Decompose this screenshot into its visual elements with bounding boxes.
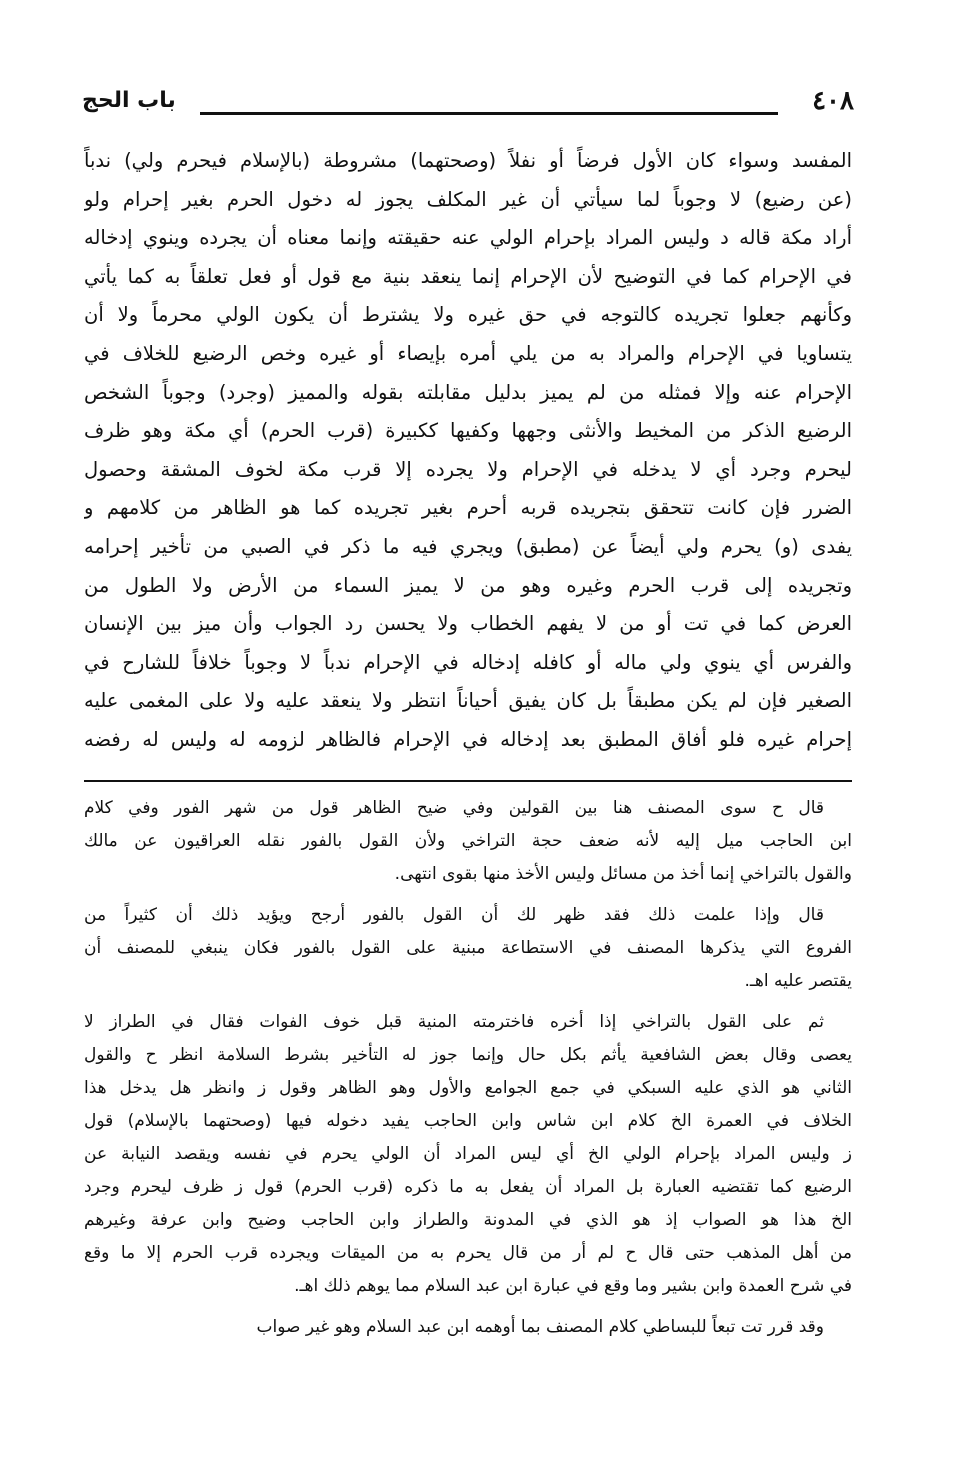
main-text-line: الرضيع الذكر من المخيط والأنثى وجهها وكفيها ككبيرة (قرب الحرم) أي مكة وهو ظرف bbox=[84, 419, 852, 443]
footnote-line: الثاني هو الذي عليه السبكي في جمع الجوامع والأول وهو الظاهر وقول ز وانظر هل يدخل هذا bbox=[84, 1078, 852, 1098]
main-text-line: يفدى (و) يحرم ولي أيضاً عن (مطبق) ويجري فيه ما ذكر في الصبي من تأخير إحرامه bbox=[84, 534, 852, 558]
footnote-line: والقول بالتراخي إنما أخذ من مسائل وليس الأخذ منها بقوى انتهى. bbox=[394, 864, 852, 884]
main-text-line: الصغير فإن لم يكن مطبقاً بل كان يفيق أحياناً انتظر ولا ينعقد عليه ولا على المغمى عليه bbox=[84, 689, 852, 713]
main-text-line: والفرس أي ينوي ولي ماله أو كافله إدخاله في الإحرام ندباً لا وجوباً خلافاً للشارح في bbox=[84, 650, 852, 674]
main-text-line: العرض كما في تت أو من لا يفهم الخطاب ولا يحسن رد الجواب وأن ميز بين الإنسان bbox=[84, 612, 852, 636]
page-number: ٤٠٨ bbox=[812, 86, 854, 116]
main-text-line: ليحرم وجرد أي لا يدخله في الإحرام ولا يجرده إلا قرب مكة لخوف المشقة وحصول bbox=[84, 457, 852, 481]
footnote-line: يعصى وقال بعض الشافعية يأثم بكل حال وإنما جوز له التأخير بشرط السلامة انظر ح والقول bbox=[84, 1045, 852, 1065]
main-text-line: يتساويا في الإحرام والمراد به من يلي أمره بإيصاء أو غيره وخص الرضيع للخلاف في bbox=[84, 341, 852, 365]
main-text-line: في الإحرام كما في التوضيح لأن الإحرام إنما ينعقد بنية مع قول أو فعل تعلقاً به كما يأتي bbox=[84, 264, 852, 288]
footnote-paragraph bbox=[84, 792, 852, 891]
footnote-line: الرضيع كما تقتضيه العبارة بل المراد أن يفعل به ما ذكره (قرب الحرم) قول ز ظرف ليحرم وجرد bbox=[84, 1177, 852, 1197]
footnote-paragraph bbox=[84, 1006, 852, 1303]
footnote-line: من أهل المذهب حتى قال ح لم أر من قال يحرم به من الميقات ويجرده قرب الحرم إلا ما وقع bbox=[84, 1243, 852, 1263]
main-text-line: الإحرام عنه وإلا فمثله من لم يميز بدليل مقابلته بقوله والمميز (وجرد) وجوباً الشخص bbox=[84, 380, 852, 404]
main-text-line: (عن رضيع) لا وجوباً لما سيأتي أن غير المكلف يجوز له دخول الحرم بغير إحرام ولو bbox=[84, 187, 852, 211]
chapter-title: باب الحج bbox=[82, 88, 176, 113]
footnotes-section bbox=[84, 792, 852, 1352]
footnote-line: قال وإذا علمت ذلك فقد ظهر لك أن القول بالفور أرجح ويؤيد ذلك أن كثيراً من bbox=[84, 905, 824, 925]
main-text-line: المفسد وسواء كان الأول فرضاً أو نفلاً (وصحتهما) مشروطة (بالإسلام فيحرم ولي) ندباً bbox=[84, 149, 852, 172]
footnote-paragraph bbox=[84, 899, 852, 998]
footnote-separator bbox=[84, 780, 852, 782]
footnote-line: الخلاف في العمرة الخ كلام ابن شاس وابن الحاجب يفيد دخوله فيها (وصحتهما بالإسلام) قول bbox=[84, 1111, 852, 1131]
footnote-paragraph bbox=[84, 1311, 852, 1344]
footnote-line: الفروع التي يذكرها المصنف في الاستطاعة مبنية على القول بالفور فكان ينبغي للمصنف أن bbox=[84, 938, 852, 958]
page-header bbox=[82, 86, 854, 126]
main-text-line: الضرر فإن كانت تتحقق بتجريده قربه أحرم بغير تجريده كما هو الظاهر من كلامهم و bbox=[84, 496, 852, 520]
main-text-body bbox=[84, 142, 852, 760]
main-text-line: وتجريده إلى قرب الحرم وغيره وهو من لا يميز السماء من الأرض ولا الطول من bbox=[84, 573, 852, 597]
footnote-line: ز وليس المراد بإحرام الولي الخ أي ليس المراد أن الولي يحرم في نفسه ويقصد النيابة عن bbox=[84, 1144, 852, 1164]
footnote-line: ابن الحاجب ميل إليه لأنه ضعف حجة التراخي ولأن القول بالفور نقله العراقيون عن مالك bbox=[84, 831, 852, 851]
footnote-line: يقتصر عليه اهـ. bbox=[744, 971, 852, 991]
main-text-line: إحرام غيره فلو أفاق المطبق بعد إدخاله في الإحرام فالظاهر لزومه له وليس له رفضه bbox=[84, 727, 852, 751]
footnote-line: ثم على القول بالتراخي إذا أخره فاخترمته المنية قبل خوف الفوات فقال في الطراز لا bbox=[84, 1012, 824, 1032]
main-text-line: وكأنهم جعلوا تجريده كالتوجه في حق غيره ولا يشترط أن يكون الولي محرماً ولا أن bbox=[84, 303, 852, 327]
footnote-line: قال ح سوى المصنف هنا بين القولين وفي ضيح الظاهر قول من شهر الفور وفي كلام bbox=[84, 798, 824, 818]
footnote-line: في شرح العمدة وابن بشير وما وقع في عبارة ابن عبد السلام مما يوهم ذلك اهـ. bbox=[294, 1276, 852, 1296]
main-text-line: أراد مكة قاله د وليس المراد بإحرام الولي عنه حقيقته وإنما معناه أن يجرده وينوي إدخاله bbox=[84, 226, 852, 250]
footnote-line: وقد قرر تت تبعاً للبساطي كلام المصنف بما أوهمه ابن عبد السلام وهو غير صواب bbox=[256, 1317, 824, 1337]
header-rule bbox=[200, 112, 778, 115]
footnote-line: الخ هذا هو الصواب إذ هو الذي في المدونة والطراز وابن الحاجب وضيح وابن عرفة وغيرهم bbox=[84, 1210, 852, 1230]
